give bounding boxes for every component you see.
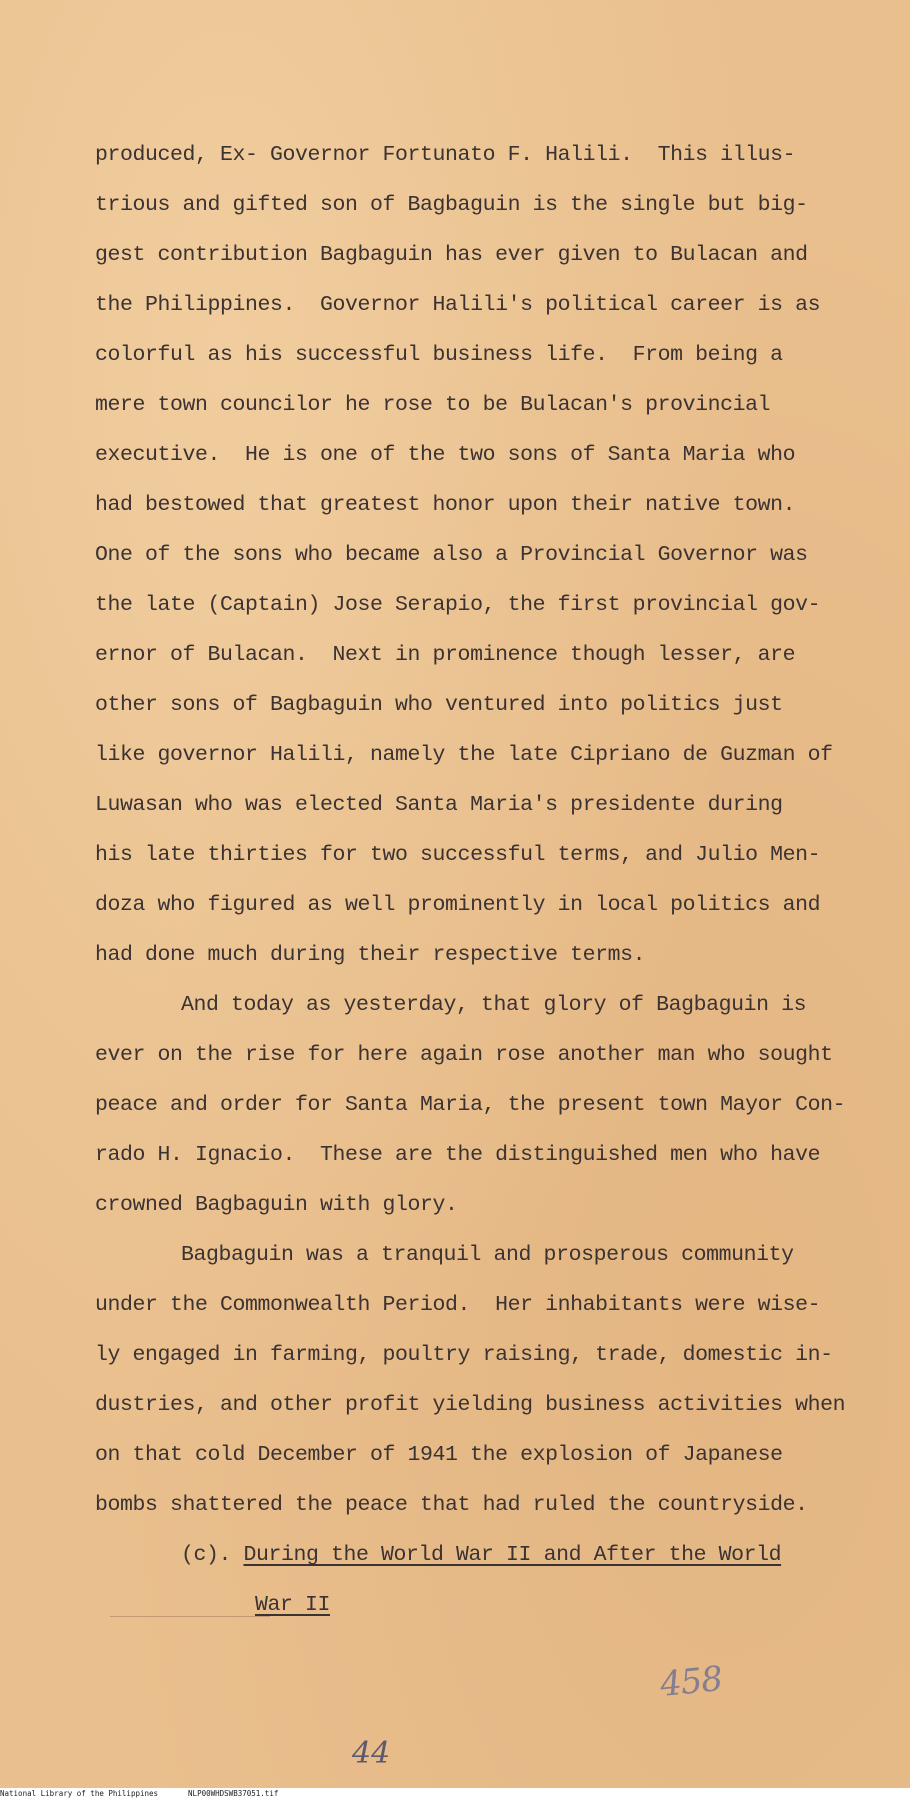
body-line: on that cold December of 1941 the explosion of Japanese — [95, 1443, 783, 1467]
body-line: produced, Ex- Governor Fortunato F. Halili. This illus- — [95, 143, 796, 167]
body-line: had bestowed that greatest honor upon their native town. — [95, 493, 796, 517]
body-line: Luwasan who was elected Santa Maria's presidente during — [95, 793, 783, 817]
faint-rule-line — [110, 1616, 270, 1617]
document-body — [95, 130, 846, 1630]
body-line: doza who figured as well prominently in local politics and — [95, 893, 821, 917]
body-line: peace and order for Santa Maria, the present town Mayor Con- — [95, 1093, 846, 1117]
body-line: colorful as his successful business life. From being a — [95, 343, 783, 367]
scan-footer — [0, 1788, 278, 1800]
body-line: ly engaged in farming, poultry raising, trade, domestic in- — [95, 1343, 833, 1367]
footer-source: National Library of the Philippines — [0, 1789, 159, 1798]
body-line: rado H. Ignacio. These are the distinguished men who have — [95, 1143, 821, 1167]
body-line: under the Commonwealth Period. Her inhabitants were wise- — [95, 1293, 821, 1317]
body-line: bombs shattered the peace that had ruled the countryside. — [95, 1493, 808, 1517]
body-line: mere town councilor he rose to be Bulacan's provincial — [95, 393, 771, 417]
section-heading-title-continued: War II — [255, 1593, 331, 1617]
body-line: the Philippines. Governor Halili's political career is as — [95, 293, 821, 317]
body-line: ernor of Bulacan. Next in prominence though lesser, are — [95, 643, 796, 667]
body-line: One of the sons who became also a Provincial Governor was — [95, 543, 808, 567]
section-heading-prefix: (c). — [181, 1543, 244, 1567]
section-heading-continuation — [95, 1580, 835, 1630]
body-line: the late (Captain) Jose Serapio, the first provincial gov- — [95, 593, 821, 617]
body-line: his late thirties for two successful terms, and Julio Men- — [95, 843, 821, 867]
body-line: had done much during their respective terms. — [95, 943, 646, 967]
footer-file-name: NLP00WHDSWB37051.tif — [188, 1789, 279, 1798]
page-number: 44 — [352, 1736, 391, 1771]
handwritten-folio-number: 458 — [658, 1658, 724, 1706]
body-line: executive. He is one of the two sons of Santa Maria who — [95, 443, 796, 467]
body-line: ever on the rise for here again rose another man who sought — [95, 1043, 833, 1067]
body-line: dustries, and other profit yielding business activities when — [95, 1393, 846, 1417]
body-line: other sons of Bagbaguin who ventured into politics just — [95, 693, 783, 717]
body-line: gest contribution Bagbaguin has ever given to Bulacan and — [95, 243, 808, 267]
body-line: trious and gifted son of Bagbaguin is the single but big- — [95, 193, 808, 217]
section-heading — [95, 1530, 835, 1580]
section-heading-title: During the World War II and After the World — [243, 1543, 782, 1567]
paragraph-start-line: And today as yesterday, that glory of Bagbaguin is — [181, 993, 807, 1017]
paragraph-start-line: Bagbaguin was a tranquil and prosperous community — [181, 1243, 794, 1267]
body-line: like governor Halili, namely the late Cipriano de Guzman of — [95, 743, 833, 767]
body-line: crowned Bagbaguin with glory. — [95, 1193, 458, 1217]
